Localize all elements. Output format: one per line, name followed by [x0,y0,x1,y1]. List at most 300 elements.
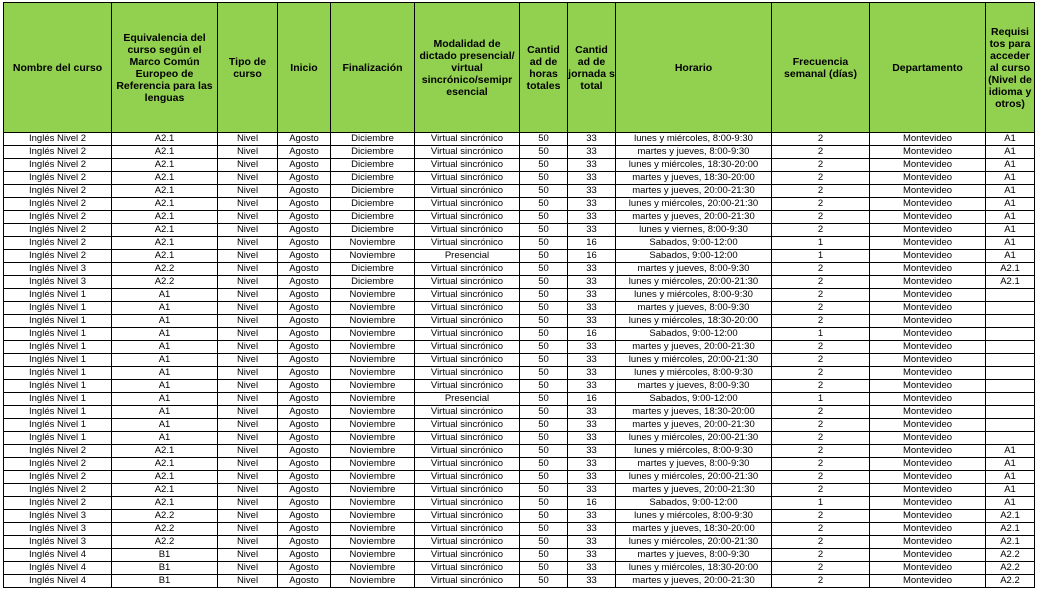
cell-modalidad[interactable]: Virtual sincrónico [415,419,520,432]
cell-frecuencia[interactable]: 2 [772,406,870,419]
cell-inicio[interactable]: Agosto [278,133,331,146]
cell-finalizacion[interactable]: Noviembre [331,393,415,406]
cell-nombre-curso[interactable]: Inglés Nivel 2 [4,172,112,185]
cell-equivalencia[interactable]: A2.1 [112,172,218,185]
cell-departamento[interactable]: Montevideo [870,497,986,510]
cell-horario[interactable]: martes y jueves, 20:00-21:30 [616,185,772,198]
cell-jornadas[interactable]: 33 [568,419,616,432]
cell-tipo-curso[interactable]: Nivel [218,237,278,250]
cell-departamento[interactable]: Montevideo [870,471,986,484]
cell-departamento[interactable]: Montevideo [870,146,986,159]
cell-horas-totales[interactable]: 50 [520,289,568,302]
cell-equivalencia[interactable]: A1 [112,393,218,406]
cell-frecuencia[interactable]: 2 [772,432,870,445]
cell-jornadas[interactable]: 33 [568,224,616,237]
cell-horas-totales[interactable]: 50 [520,549,568,562]
cell-modalidad[interactable]: Virtual sincrónico [415,497,520,510]
header-finalizacion[interactable]: Finalización [331,3,415,133]
cell-equivalencia[interactable]: A2.1 [112,198,218,211]
cell-equivalencia[interactable]: A1 [112,432,218,445]
cell-equivalencia[interactable]: A1 [112,380,218,393]
cell-horas-totales[interactable]: 50 [520,341,568,354]
cell-tipo-curso[interactable]: Nivel [218,250,278,263]
cell-horario[interactable]: Sabados, 9:00-12:00 [616,237,772,250]
cell-nombre-curso[interactable]: Inglés Nivel 1 [4,341,112,354]
cell-jornadas[interactable]: 33 [568,276,616,289]
cell-horario[interactable]: lunes y viernes, 8:00-9:30 [616,224,772,237]
cell-nombre-curso[interactable]: Inglés Nivel 2 [4,211,112,224]
cell-finalizacion[interactable]: Noviembre [331,549,415,562]
cell-finalizacion[interactable]: Noviembre [331,341,415,354]
cell-jornadas[interactable]: 33 [568,185,616,198]
cell-equivalencia[interactable]: A1 [112,302,218,315]
cell-finalizacion[interactable]: Diciembre [331,146,415,159]
cell-frecuencia[interactable]: 2 [772,315,870,328]
cell-horas-totales[interactable]: 50 [520,159,568,172]
cell-jornadas[interactable]: 33 [568,211,616,224]
cell-horas-totales[interactable]: 50 [520,536,568,549]
cell-inicio[interactable]: Agosto [278,536,331,549]
cell-tipo-curso[interactable]: Nivel [218,289,278,302]
cell-frecuencia[interactable]: 2 [772,354,870,367]
cell-departamento[interactable]: Montevideo [870,198,986,211]
cell-horario[interactable]: martes y jueves, 8:00-9:30 [616,549,772,562]
cell-nombre-curso[interactable]: Inglés Nivel 1 [4,367,112,380]
cell-horario[interactable]: Sabados, 9:00-12:00 [616,250,772,263]
cell-departamento[interactable]: Montevideo [870,211,986,224]
cell-nombre-curso[interactable]: Inglés Nivel 3 [4,510,112,523]
cell-equivalencia[interactable]: A2.2 [112,276,218,289]
cell-equivalencia[interactable]: A2.1 [112,159,218,172]
cell-nombre-curso[interactable]: Inglés Nivel 3 [4,536,112,549]
cell-tipo-curso[interactable]: Nivel [218,341,278,354]
cell-tipo-curso[interactable]: Nivel [218,536,278,549]
cell-equivalencia[interactable]: A2.1 [112,133,218,146]
cell-horas-totales[interactable]: 50 [520,510,568,523]
cell-tipo-curso[interactable]: Nivel [218,419,278,432]
cell-finalizacion[interactable]: Noviembre [331,250,415,263]
cell-frecuencia[interactable]: 2 [772,562,870,575]
cell-nombre-curso[interactable]: Inglés Nivel 2 [4,445,112,458]
cell-departamento[interactable]: Montevideo [870,419,986,432]
cell-frecuencia[interactable]: 2 [772,185,870,198]
cell-equivalencia[interactable]: A2.2 [112,263,218,276]
cell-requisitos[interactable]: A1 [986,471,1035,484]
cell-tipo-curso[interactable]: Nivel [218,315,278,328]
cell-horario[interactable]: lunes y miércoles, 18:30-20:00 [616,315,772,328]
header-horario[interactable]: Horario [616,3,772,133]
cell-finalizacion[interactable]: Noviembre [331,380,415,393]
cell-departamento[interactable]: Montevideo [870,341,986,354]
cell-requisitos[interactable]: A1 [986,458,1035,471]
cell-departamento[interactable]: Montevideo [870,276,986,289]
cell-equivalencia[interactable]: A2.1 [112,497,218,510]
cell-nombre-curso[interactable]: Inglés Nivel 1 [4,315,112,328]
cell-tipo-curso[interactable]: Nivel [218,432,278,445]
cell-horas-totales[interactable]: 50 [520,263,568,276]
cell-frecuencia[interactable]: 2 [772,549,870,562]
cell-jornadas[interactable]: 33 [568,510,616,523]
cell-departamento[interactable]: Montevideo [870,315,986,328]
cell-modalidad[interactable]: Virtual sincrónico [415,406,520,419]
cell-nombre-curso[interactable]: Inglés Nivel 3 [4,276,112,289]
cell-jornadas[interactable]: 16 [568,497,616,510]
cell-horas-totales[interactable]: 50 [520,250,568,263]
cell-horas-totales[interactable]: 50 [520,185,568,198]
cell-finalizacion[interactable]: Noviembre [331,289,415,302]
cell-inicio[interactable]: Agosto [278,445,331,458]
cell-requisitos[interactable]: A1 [986,224,1035,237]
cell-jornadas[interactable]: 33 [568,341,616,354]
cell-equivalencia[interactable]: A2.1 [112,445,218,458]
cell-nombre-curso[interactable]: Inglés Nivel 2 [4,159,112,172]
cell-departamento[interactable]: Montevideo [870,458,986,471]
cell-frecuencia[interactable]: 2 [772,484,870,497]
cell-horas-totales[interactable]: 50 [520,211,568,224]
cell-inicio[interactable]: Agosto [278,354,331,367]
cell-inicio[interactable]: Agosto [278,185,331,198]
cell-requisitos[interactable]: A1 [986,185,1035,198]
cell-departamento[interactable]: Montevideo [870,159,986,172]
cell-horas-totales[interactable]: 50 [520,146,568,159]
cell-inicio[interactable]: Agosto [278,458,331,471]
cell-frecuencia[interactable]: 2 [772,367,870,380]
cell-horario[interactable]: martes y jueves, 8:00-9:30 [616,263,772,276]
cell-modalidad[interactable]: Virtual sincrónico [415,354,520,367]
cell-frecuencia[interactable]: 2 [772,133,870,146]
cell-nombre-curso[interactable]: Inglés Nivel 2 [4,458,112,471]
cell-horario[interactable]: lunes y miércoles, 20:00-21:30 [616,432,772,445]
cell-horario[interactable]: martes y jueves, 20:00-21:30 [616,484,772,497]
cell-nombre-curso[interactable]: Inglés Nivel 2 [4,237,112,250]
cell-horario[interactable]: martes y jueves, 20:00-21:30 [616,575,772,588]
cell-inicio[interactable]: Agosto [278,380,331,393]
cell-inicio[interactable]: Agosto [278,146,331,159]
cell-departamento[interactable]: Montevideo [870,328,986,341]
cell-requisitos[interactable] [986,367,1035,380]
cell-tipo-curso[interactable]: Nivel [218,354,278,367]
cell-horas-totales[interactable]: 50 [520,133,568,146]
cell-departamento[interactable]: Montevideo [870,393,986,406]
cell-requisitos[interactable] [986,419,1035,432]
cell-equivalencia[interactable]: A2.1 [112,471,218,484]
cell-horas-totales[interactable]: 50 [520,276,568,289]
cell-departamento[interactable]: Montevideo [870,549,986,562]
cell-requisitos[interactable]: A1 [986,198,1035,211]
cell-requisitos[interactable] [986,341,1035,354]
cell-tipo-curso[interactable]: Nivel [218,302,278,315]
cell-nombre-curso[interactable]: Inglés Nivel 4 [4,562,112,575]
cell-jornadas[interactable]: 33 [568,133,616,146]
cell-inicio[interactable]: Agosto [278,289,331,302]
cell-frecuencia[interactable]: 2 [772,146,870,159]
cell-nombre-curso[interactable]: Inglés Nivel 2 [4,484,112,497]
cell-horario[interactable]: lunes y miércoles, 18:30-20:00 [616,159,772,172]
cell-requisitos[interactable]: A1 [986,250,1035,263]
cell-finalizacion[interactable]: Noviembre [331,510,415,523]
cell-equivalencia[interactable]: A2.1 [112,185,218,198]
cell-horario[interactable]: lunes y miércoles, 8:00-9:30 [616,133,772,146]
cell-equivalencia[interactable]: A1 [112,341,218,354]
cell-horas-totales[interactable]: 50 [520,198,568,211]
cell-horas-totales[interactable]: 50 [520,406,568,419]
cell-inicio[interactable]: Agosto [278,497,331,510]
cell-nombre-curso[interactable]: Inglés Nivel 2 [4,133,112,146]
cell-inicio[interactable]: Agosto [278,367,331,380]
cell-finalizacion[interactable]: Noviembre [331,432,415,445]
cell-finalizacion[interactable]: Noviembre [331,445,415,458]
cell-nombre-curso[interactable]: Inglés Nivel 2 [4,224,112,237]
cell-finalizacion[interactable]: Diciembre [331,159,415,172]
cell-nombre-curso[interactable]: Inglés Nivel 1 [4,380,112,393]
cell-finalizacion[interactable]: Noviembre [331,497,415,510]
cell-inicio[interactable]: Agosto [278,224,331,237]
cell-equivalencia[interactable]: A1 [112,315,218,328]
cell-frecuencia[interactable]: 1 [772,328,870,341]
cell-nombre-curso[interactable]: Inglés Nivel 2 [4,471,112,484]
cell-equivalencia[interactable]: B1 [112,562,218,575]
cell-requisitos[interactable] [986,289,1035,302]
cell-tipo-curso[interactable]: Nivel [218,146,278,159]
cell-horas-totales[interactable]: 50 [520,523,568,536]
cell-finalizacion[interactable]: Diciembre [331,276,415,289]
cell-horas-totales[interactable]: 50 [520,393,568,406]
cell-finalizacion[interactable]: Noviembre [331,406,415,419]
cell-tipo-curso[interactable]: Nivel [218,133,278,146]
cell-jornadas[interactable]: 16 [568,328,616,341]
cell-horario[interactable]: lunes y miércoles, 8:00-9:30 [616,289,772,302]
cell-inicio[interactable]: Agosto [278,523,331,536]
cell-jornadas[interactable]: 33 [568,562,616,575]
cell-departamento[interactable]: Montevideo [870,406,986,419]
cell-modalidad[interactable]: Virtual sincrónico [415,211,520,224]
cell-inicio[interactable]: Agosto [278,406,331,419]
cell-jornadas[interactable]: 16 [568,393,616,406]
cell-tipo-curso[interactable]: Nivel [218,497,278,510]
cell-tipo-curso[interactable]: Nivel [218,172,278,185]
cell-frecuencia[interactable]: 2 [772,198,870,211]
cell-inicio[interactable]: Agosto [278,419,331,432]
cell-frecuencia[interactable]: 2 [772,159,870,172]
cell-departamento[interactable]: Montevideo [870,562,986,575]
cell-tipo-curso[interactable]: Nivel [218,575,278,588]
cell-horas-totales[interactable]: 50 [520,497,568,510]
cell-horario[interactable]: martes y jueves, 20:00-21:30 [616,211,772,224]
cell-frecuencia[interactable]: 1 [772,237,870,250]
cell-frecuencia[interactable]: 2 [772,341,870,354]
cell-horas-totales[interactable]: 50 [520,471,568,484]
cell-modalidad[interactable]: Virtual sincrónico [415,289,520,302]
cell-requisitos[interactable]: A1 [986,445,1035,458]
cell-finalizacion[interactable]: Diciembre [331,133,415,146]
cell-modalidad[interactable]: Presencial [415,393,520,406]
cell-modalidad[interactable]: Virtual sincrónico [415,224,520,237]
cell-inicio[interactable]: Agosto [278,302,331,315]
cell-horario[interactable]: lunes y miércoles, 20:00-21:30 [616,198,772,211]
cell-horario[interactable]: martes y jueves, 8:00-9:30 [616,146,772,159]
cell-modalidad[interactable]: Virtual sincrónico [415,575,520,588]
cell-departamento[interactable]: Montevideo [870,367,986,380]
cell-equivalencia[interactable]: A2.2 [112,510,218,523]
cell-tipo-curso[interactable]: Nivel [218,185,278,198]
cell-equivalencia[interactable]: A2.2 [112,523,218,536]
cell-frecuencia[interactable]: 2 [772,276,870,289]
cell-equivalencia[interactable]: A2.1 [112,211,218,224]
cell-nombre-curso[interactable]: Inglés Nivel 1 [4,302,112,315]
cell-jornadas[interactable]: 16 [568,237,616,250]
cell-horas-totales[interactable]: 50 [520,432,568,445]
cell-modalidad[interactable]: Virtual sincrónico [415,237,520,250]
cell-nombre-curso[interactable]: Inglés Nivel 4 [4,575,112,588]
cell-requisitos[interactable]: A2.1 [986,263,1035,276]
cell-equivalencia[interactable]: A2.1 [112,224,218,237]
cell-inicio[interactable]: Agosto [278,159,331,172]
cell-jornadas[interactable]: 33 [568,380,616,393]
cell-inicio[interactable]: Agosto [278,471,331,484]
cell-finalizacion[interactable]: Noviembre [331,484,415,497]
cell-tipo-curso[interactable]: Nivel [218,458,278,471]
cell-modalidad[interactable]: Virtual sincrónico [415,471,520,484]
cell-requisitos[interactable]: A1 [986,484,1035,497]
cell-nombre-curso[interactable]: Inglés Nivel 1 [4,354,112,367]
cell-requisitos[interactable]: A2.2 [986,575,1035,588]
cell-finalizacion[interactable]: Diciembre [331,198,415,211]
cell-finalizacion[interactable]: Noviembre [331,367,415,380]
cell-requisitos[interactable] [986,315,1035,328]
cell-tipo-curso[interactable]: Nivel [218,159,278,172]
cell-modalidad[interactable]: Virtual sincrónico [415,432,520,445]
cell-horas-totales[interactable]: 50 [520,380,568,393]
header-horas-totales[interactable]: Cantid ad de horas totales [520,3,568,133]
cell-equivalencia[interactable]: A2.2 [112,536,218,549]
cell-horario[interactable]: lunes y miércoles, 8:00-9:30 [616,510,772,523]
cell-modalidad[interactable]: Virtual sincrónico [415,549,520,562]
cell-horas-totales[interactable]: 50 [520,445,568,458]
header-equivalencia-mcer[interactable]: Equivalencia del curso según el Marco Común Europeo de Referencia para las lenguas [112,3,218,133]
cell-departamento[interactable]: Montevideo [870,510,986,523]
cell-modalidad[interactable]: Virtual sincrónico [415,510,520,523]
cell-requisitos[interactable]: A1 [986,146,1035,159]
cell-horario[interactable]: lunes y miércoles, 8:00-9:30 [616,445,772,458]
cell-equivalencia[interactable]: B1 [112,575,218,588]
cell-frecuencia[interactable]: 2 [772,380,870,393]
header-inicio[interactable]: Inicio [278,3,331,133]
cell-equivalencia[interactable]: A1 [112,328,218,341]
cell-requisitos[interactable] [986,406,1035,419]
cell-frecuencia[interactable]: 2 [772,523,870,536]
cell-jornadas[interactable]: 33 [568,159,616,172]
cell-inicio[interactable]: Agosto [278,276,331,289]
cell-departamento[interactable]: Montevideo [870,237,986,250]
cell-nombre-curso[interactable]: Inglés Nivel 2 [4,250,112,263]
cell-inicio[interactable]: Agosto [278,250,331,263]
cell-requisitos[interactable]: A2.1 [986,510,1035,523]
cell-requisitos[interactable]: A2.2 [986,562,1035,575]
header-frecuencia[interactable]: Frecuencia semanal (días) [772,3,870,133]
cell-equivalencia[interactable]: A1 [112,354,218,367]
header-modalidad[interactable]: Modalidad de dictado presencial/ virtual sincrónico/semipr esencial [415,3,520,133]
cell-requisitos[interactable]: A1 [986,237,1035,250]
cell-modalidad[interactable]: Virtual sincrónico [415,159,520,172]
cell-requisitos[interactable] [986,328,1035,341]
cell-finalizacion[interactable]: Diciembre [331,211,415,224]
cell-departamento[interactable]: Montevideo [870,289,986,302]
cell-nombre-curso[interactable]: Inglés Nivel 1 [4,289,112,302]
cell-equivalencia[interactable]: B1 [112,549,218,562]
cell-requisitos[interactable] [986,432,1035,445]
header-nombre-curso[interactable]: Nombre del curso [4,3,112,133]
cell-departamento[interactable]: Montevideo [870,172,986,185]
cell-horario[interactable]: Sabados, 9:00-12:00 [616,393,772,406]
cell-nombre-curso[interactable]: Inglés Nivel 1 [4,406,112,419]
cell-requisitos[interactable]: A1 [986,497,1035,510]
cell-frecuencia[interactable]: 2 [772,536,870,549]
cell-modalidad[interactable]: Virtual sincrónico [415,341,520,354]
cell-finalizacion[interactable]: Diciembre [331,185,415,198]
cell-modalidad[interactable]: Presencial [415,250,520,263]
cell-jornadas[interactable]: 33 [568,471,616,484]
cell-equivalencia[interactable]: A2.1 [112,146,218,159]
cell-horario[interactable]: Sabados, 9:00-12:00 [616,497,772,510]
cell-nombre-curso[interactable]: Inglés Nivel 1 [4,419,112,432]
cell-horario[interactable]: martes y jueves, 18:30-20:00 [616,406,772,419]
cell-departamento[interactable]: Montevideo [870,536,986,549]
cell-modalidad[interactable]: Virtual sincrónico [415,380,520,393]
cell-frecuencia[interactable]: 2 [772,172,870,185]
cell-modalidad[interactable]: Virtual sincrónico [415,263,520,276]
cell-jornadas[interactable]: 16 [568,250,616,263]
cell-horas-totales[interactable]: 50 [520,367,568,380]
cell-modalidad[interactable]: Virtual sincrónico [415,133,520,146]
cell-requisitos[interactable]: A1 [986,211,1035,224]
cell-inicio[interactable]: Agosto [278,510,331,523]
cell-jornadas[interactable]: 33 [568,367,616,380]
cell-frecuencia[interactable]: 1 [772,497,870,510]
cell-frecuencia[interactable]: 2 [772,458,870,471]
cell-horario[interactable]: martes y jueves, 8:00-9:30 [616,302,772,315]
cell-horas-totales[interactable]: 50 [520,458,568,471]
cell-modalidad[interactable]: Virtual sincrónico [415,146,520,159]
cell-jornadas[interactable]: 33 [568,315,616,328]
cell-jornadas[interactable]: 33 [568,354,616,367]
cell-tipo-curso[interactable]: Nivel [218,523,278,536]
cell-requisitos[interactable]: A2.1 [986,536,1035,549]
cell-jornadas[interactable]: 33 [568,523,616,536]
cell-horas-totales[interactable]: 50 [520,354,568,367]
cell-jornadas[interactable]: 33 [568,302,616,315]
cell-modalidad[interactable]: Virtual sincrónico [415,562,520,575]
cell-departamento[interactable]: Montevideo [870,432,986,445]
cell-horario[interactable]: martes y jueves, 18:30-20:00 [616,172,772,185]
cell-horario[interactable]: lunes y miércoles, 20:00-21:30 [616,354,772,367]
cell-tipo-curso[interactable]: Nivel [218,406,278,419]
cell-requisitos[interactable]: A2.1 [986,523,1035,536]
cell-jornadas[interactable]: 33 [568,458,616,471]
cell-jornadas[interactable]: 33 [568,263,616,276]
cell-tipo-curso[interactable]: Nivel [218,393,278,406]
cell-horario[interactable]: martes y jueves, 8:00-9:30 [616,380,772,393]
cell-tipo-curso[interactable]: Nivel [218,198,278,211]
cell-horas-totales[interactable]: 50 [520,315,568,328]
cell-nombre-curso[interactable]: Inglés Nivel 3 [4,263,112,276]
cell-jornadas[interactable]: 33 [568,406,616,419]
cell-finalizacion[interactable]: Noviembre [331,419,415,432]
cell-modalidad[interactable]: Virtual sincrónico [415,328,520,341]
cell-equivalencia[interactable]: A2.1 [112,484,218,497]
cell-tipo-curso[interactable]: Nivel [218,484,278,497]
cell-modalidad[interactable]: Virtual sincrónico [415,276,520,289]
cell-horario[interactable]: martes y jueves, 18:30-20:00 [616,523,772,536]
